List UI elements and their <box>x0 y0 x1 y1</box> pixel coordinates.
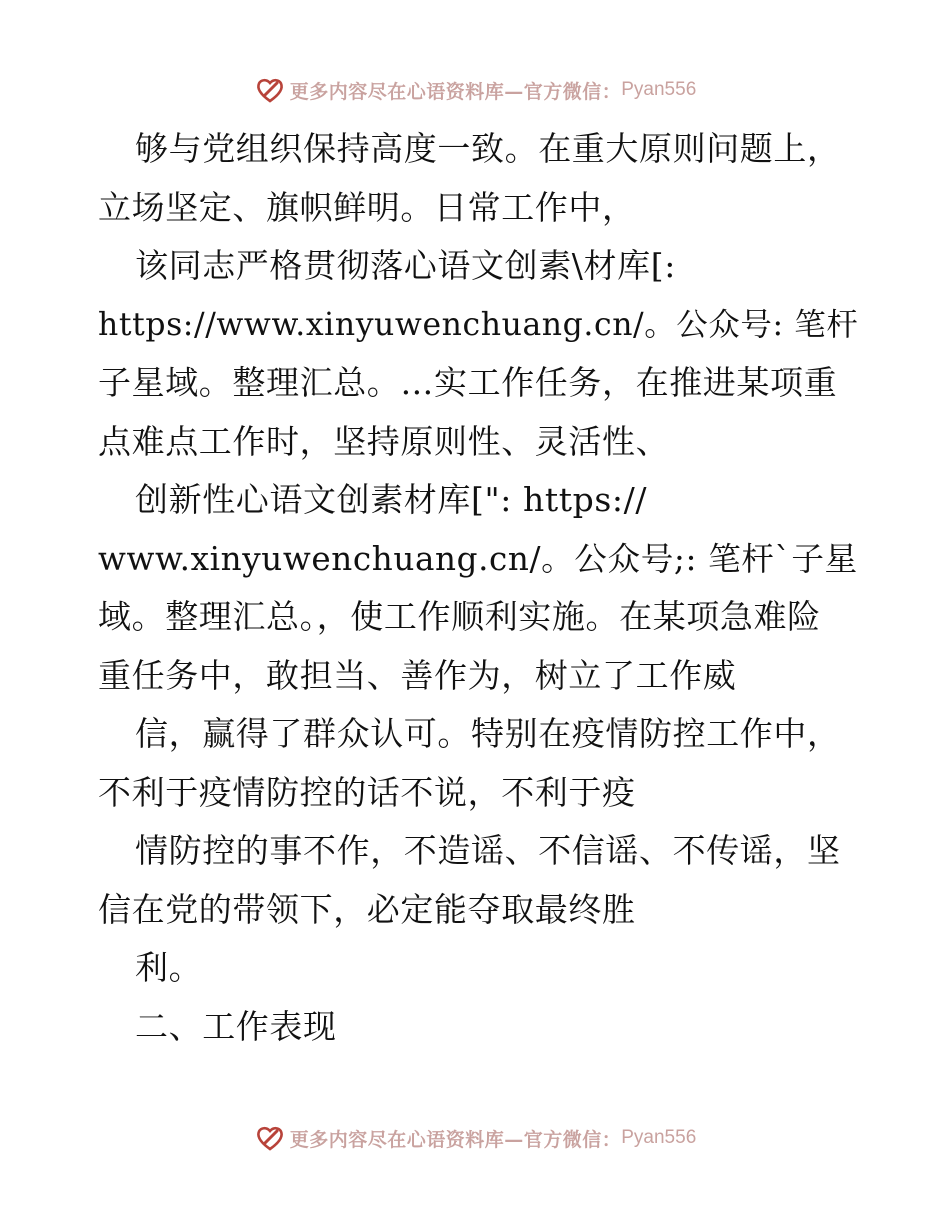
heart-pen-logo-icon <box>254 74 286 106</box>
text-line: 信，赢得了群众认可。特别在疫情防控工作中， <box>135 714 841 753</box>
text-line: 情防控的事不作，不造谣、不信谣、不传谣，坚 <box>135 831 841 870</box>
document-body <box>98 120 858 1056</box>
watermark-header <box>0 70 950 110</box>
text-line: 立场坚定、旗帜鲜明。日常工作中， <box>98 187 636 227</box>
text-line: 够与党组织保持高度一致。在重大原则问题上， <box>135 129 841 168</box>
text-line: 创新性心语文创素材库[": https:// <box>135 480 648 519</box>
text-line: 该同志严格贯彻落心语文创素\材库[: <box>135 246 676 285</box>
text-line: 信在党的带领下，必定能夺取最终胜 <box>98 889 636 929</box>
text-line: 不利于疫情防控的话不说，不利于疫 <box>98 772 636 812</box>
text-line: 利。 <box>135 948 203 987</box>
watermark-text: 更多内容尽在心语资料库—官方微信： <box>289 80 622 103</box>
text-line: 子星域。整理汇总。…实工作任务，在推进某项重 <box>98 363 838 402</box>
watermark-footer <box>0 1118 950 1158</box>
text-line: 域。整理汇总。，使工作顺利实施。在某项急难险 <box>98 597 821 636</box>
text-line: www.xinyuwenchuang.cn/。公众号;: 笔杆`子星 <box>98 539 858 578</box>
heart-pen-logo-icon <box>254 1122 286 1154</box>
text-line: 二、工作表现 <box>135 1006 337 1046</box>
text-line: 重任务中，敢担当、善作为，树立了工作威 <box>98 655 737 695</box>
watermark-wechat-id: Pyan556 <box>621 79 697 100</box>
watermark-wechat-id: Pyan556 <box>621 1127 697 1148</box>
text-line: 点难点工作时，坚持原则性、灵活性、 <box>98 421 670 461</box>
text-line: https://www.xinyuwenchuang.cn/。公众号: 笔杆 <box>98 306 859 343</box>
watermark-text: 更多内容尽在心语资料库—官方微信： <box>289 1128 622 1151</box>
